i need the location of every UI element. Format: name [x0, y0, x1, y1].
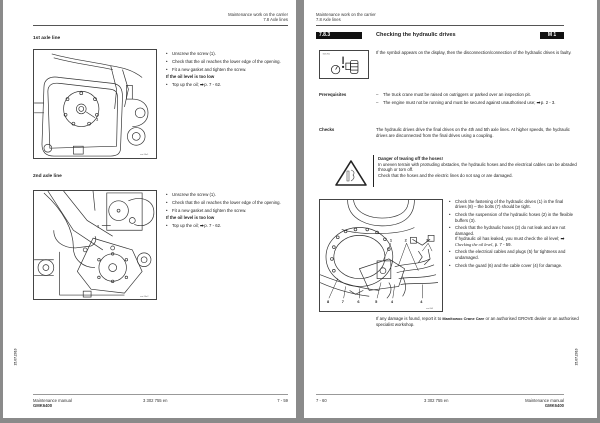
svg-text:5: 5 — [375, 299, 378, 305]
step: • Unscrew the screw (1). — [166, 51, 291, 56]
axle-1-heading: 1st axle line — [33, 36, 61, 41]
section-heading: Checking the hydraulic drives — [376, 32, 456, 38]
footer-page-number: 7 - 59 — [277, 398, 288, 403]
prerequisites-list — [376, 92, 581, 107]
step: • Check that the oil reaches the lower edge of the opening. — [166, 59, 291, 64]
chapter-title: Maintenance work on the carrier — [316, 12, 376, 17]
step: • Fit a new gasket and tighten the screw. — [166, 67, 291, 72]
left-page — [3, 0, 296, 418]
reference-arrow-icon: ➡ — [560, 236, 564, 242]
prerequisites-label: Prerequisites — [319, 92, 347, 97]
warning-title: Danger of tearing off the hoses! — [378, 156, 443, 161]
footer-doc-number: 3 302 755 en — [424, 398, 449, 403]
right-page — [304, 0, 597, 418]
axle-1-figure — [33, 49, 157, 159]
axle-1-steps — [166, 51, 291, 90]
axle-1-drawing — [34, 50, 156, 158]
step: • Check that the oil reaches the lower edge of the opening. — [166, 200, 291, 205]
svg-text:3: 3 — [426, 237, 429, 243]
prerequisite: – The truck crane must be raised on outriggers or parked over an inspection pit. — [376, 92, 581, 98]
intro-text: If the symbol appears on the display, then the disconnection/connection of the hydraulic drives is faulty. — [376, 50, 572, 55]
page-reference[interactable]: p. 7 - 62. — [204, 223, 222, 229]
danger-warning — [334, 155, 584, 189]
cross-reference-link[interactable]: Checking the oil level — [455, 241, 493, 247]
step: • Check the fastening of the hydraulic drives (1) in the final drives (8) – the bolts (7) should be tight. — [449, 199, 574, 210]
chapter-title: Maintenance work on the carrier — [228, 12, 288, 17]
checks-text: The hydraulic drives drive the final drives on the 4th and 5th axle lines. At higher speeds, the hydraulic drives are disconnected from the final drives using a coupling. — [376, 127, 570, 138]
page-reference[interactable]: p. 7 - 62. — [204, 82, 222, 88]
hydraulic-check-steps — [449, 199, 574, 270]
reference-arrow-icon: ➡ — [536, 99, 540, 105]
footer-manual: Maintenance manual GMK6400 — [525, 398, 564, 409]
brand-name: Manitowoc Crane Care — [442, 316, 485, 321]
page-reference[interactable]: , p. 7 - 59. — [492, 241, 512, 247]
svg-text:6: 6 — [357, 299, 360, 305]
warning-triangle-icon — [334, 159, 368, 187]
section-title: 7.8 Axle lines — [316, 17, 341, 23]
svg-text:SD1700: SD1700 — [322, 53, 330, 56]
hydraulic-drive-drawing — [320, 200, 442, 311]
prerequisite: – The engine must not be running and must be secured against unauthorised use; ➡ p. 2 - 3. — [376, 100, 581, 106]
svg-text:4: 4 — [420, 299, 423, 305]
condition-heading: If the oil level is too low — [166, 74, 215, 80]
step: • Check the guard (6) and the cable cover (4) for damage. — [449, 263, 574, 268]
reference-arrow-icon: ➡ — [199, 223, 204, 229]
footer-page-number: 7 - 60 — [316, 398, 327, 403]
warning-bar — [373, 155, 374, 187]
closing-note: If any damage is found, report it to Manitowoc Crane Care or an authorised GROVE dealer or an authorised specialist workshop. — [376, 316, 579, 327]
warning-text: In uneven terrain with protruding obstacles, the hydraulic hoses and the electrical cables can be abraded through or torn off. — [378, 161, 577, 172]
running-head — [228, 12, 288, 23]
svg-text:1: 1 — [389, 237, 393, 243]
step: • Top up the oil; ➡ p. 7 - 62. — [166, 223, 291, 228]
side-date-code: 15.07.2010 — [13, 348, 18, 366]
step: • Unscrew the screw (1). — [166, 192, 291, 197]
display-symbol — [319, 50, 369, 79]
footer-manual: Maintenance manual GMK6400 — [33, 398, 72, 409]
footer-rule — [33, 394, 288, 395]
axle-2-drawing — [34, 191, 156, 299]
hydraulic-drive-warning-icon — [320, 51, 368, 78]
condition-heading: If the oil level is too low — [166, 215, 215, 221]
axle-2-figure — [33, 190, 157, 300]
side-date-code: 15.07.2010 — [574, 348, 579, 366]
svg-text:4: 4 — [390, 299, 394, 305]
header-rule — [316, 25, 564, 26]
footer-doc-number: 3 302 755 en — [143, 398, 168, 403]
svg-text:eoc3k5: eoc3k5 — [426, 308, 434, 311]
interval-badge: M 1 — [540, 32, 564, 39]
running-head — [316, 12, 376, 23]
svg-text:8: 8 — [326, 299, 330, 305]
step: • Top up the oil; ➡ p. 7 - 62. — [166, 82, 291, 87]
step: • Check that the hydraulic hoses (2) do not leak and are not damaged. If hydraulic oil has leaked, you must check the oil level; ➡ Checking the oil level, p. 7 - 59. — [449, 225, 574, 247]
section-number: 7.8.3 — [316, 32, 362, 39]
svg-text:1: 1 — [96, 223, 100, 229]
step: • Fit a new gasket and tighten the screw. — [166, 208, 291, 213]
warning-instruction: Check that the hoses and the electric lines do not sag or are damaged. — [378, 172, 513, 178]
reference-arrow-icon: ➡ — [199, 82, 204, 88]
svg-text:1: 1 — [95, 116, 99, 122]
svg-text:2: 2 — [404, 237, 407, 243]
footer-rule — [316, 394, 564, 395]
axle-2-heading: 2nd axle line — [33, 174, 62, 179]
hydraulic-drive-figure — [319, 199, 443, 312]
svg-text:eoc10a1: eoc10a1 — [140, 154, 149, 157]
step: • Check the electrical cables and plugs (5) for tightness and undamaged. — [449, 249, 574, 260]
svg-text:eoc10a2: eoc10a2 — [140, 296, 149, 299]
step: • Check the suspension of the hydraulic hoses (2) in the flexible buffers (3). — [449, 212, 574, 223]
section-title: 7.8 Axle lines — [263, 17, 288, 23]
checks-label: Checks — [319, 127, 335, 132]
axle-2-steps — [166, 192, 291, 231]
svg-text:7: 7 — [341, 299, 344, 305]
page-reference[interactable]: p. 2 - 3. — [540, 99, 556, 105]
header-rule — [33, 25, 288, 26]
